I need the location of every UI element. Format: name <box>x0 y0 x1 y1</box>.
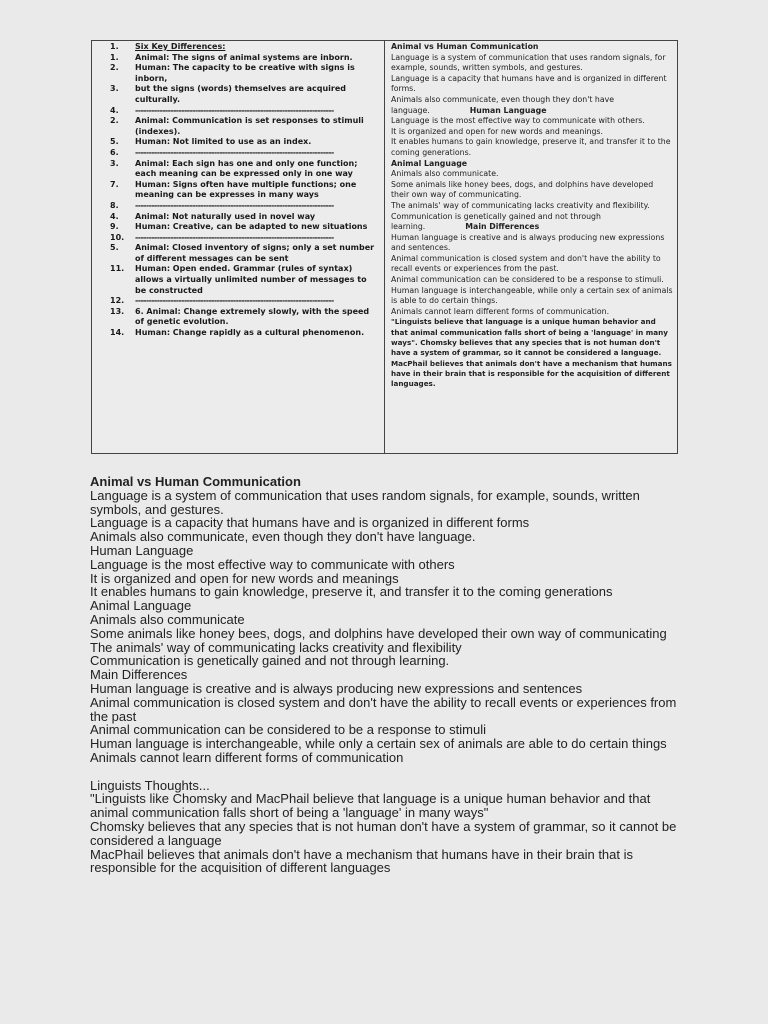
list-item: 14. Human: Change rapidly as a cultural phenomenon. <box>110 328 365 338</box>
section-heading-human: Human Language <box>469 105 547 115</box>
body-paragraph: Animal communication can be considered to be a response to stimuli <box>90 722 486 738</box>
summary-column <box>385 41 677 453</box>
section-heading-differences: Main Differences <box>465 222 540 232</box>
divider-row: 4. ------------------------------------------------------------------------- <box>110 105 334 115</box>
body-paragraph: Animals also communicate, even though they don't have language. <box>90 529 476 545</box>
body-text <box>90 475 690 875</box>
summary-line: Human language is creative and is always producing new expressions and sentences. <box>391 232 665 253</box>
thoughts-paragraph: Chomsky believes that any species that is not human don't have a system of grammar, so it cannot be considered a language <box>90 818 677 848</box>
thoughts-paragraph: "Linguists like Chomsky and MacPhail believe that language is a unique human behavior and that animal communication falls short of being a 'language' in many ways" <box>90 791 651 821</box>
differences-column <box>92 41 385 453</box>
summary-line: Animals also communicate, even though they don't have language. Human Language <box>391 94 615 115</box>
summary-line: Animal communication can be considered to be a response to stimuli. <box>391 275 664 285</box>
list-item: 5. Human: Not limited to use as an index. <box>110 137 312 147</box>
summary-line: Animal communication is closed system and don't have the ability to recall events or experiences from the past. <box>391 253 661 274</box>
body-paragraph: Main Differences <box>90 667 188 683</box>
divider-row: 6. ------------------------------------------------------------------------- <box>110 147 334 157</box>
linguists-quote: "Linguists believe that language is a unique human behavior and that animal communication falls short of being a 'language' in many ways". Chomsky believes that any species that is not human don't have a system of grammar, so it cannot be considered a language. MacPhail believes that animals don't have a mechanism that humans have in their brain that is responsible for the acquisition of different languages. <box>391 317 672 389</box>
divider-row: 10. ------------------------------------------------------------------------- <box>110 232 334 242</box>
body-paragraph: Animal communication is closed system and don't have the ability to recall events or experiences from the past <box>90 694 677 724</box>
summary-line: It is organized and open for new words and meanings. <box>391 126 603 136</box>
summary-line: It enables humans to gain knowledge, preserve it, and transfer it to the coming generations. <box>391 137 671 157</box>
divider-row: 8. ------------------------------------------------------------------------- <box>110 200 334 210</box>
list-item: 11. Human: Open ended. Grammar (rules of syntax) allows a virtually unlimited number of messages to be constructed <box>110 264 367 295</box>
body-paragraph: Communication is genetically gained and not through learning. <box>90 653 450 669</box>
summary-line: Language is a capacity that humans have and is organized in different forms. <box>391 73 667 94</box>
summary-line: Some animals like honey bees, dogs, and dolphins have developed their own way of communicating. <box>391 179 654 200</box>
list-item: 9. Human: Creative, can be adapted to new situations <box>110 222 368 232</box>
list-item: 13. 6. Animal: Change extremely slowly, with the speed of genetic evolution. <box>110 306 370 327</box>
body-paragraph: Some animals like honey bees, dogs, and dolphins have developed their own way of communicating <box>90 625 667 641</box>
body-paragraph: It is organized and open for new words and meanings <box>90 570 399 586</box>
list-item: 1. Six Key Differences: <box>110 42 226 51</box>
list-item: 7. Human: Signs often have multiple functions; one meaning can be expresses in many ways <box>110 179 357 200</box>
thoughts-title: Linguists Thoughts... <box>90 777 210 793</box>
body-paragraph: It enables humans to gain knowledge, preserve it, and transfer it to the coming generations <box>90 584 613 600</box>
body-paragraph: The animals' way of communicating lacks creativity and flexibility <box>90 639 462 655</box>
summary-line: Communication is genetically gained and not through learning. Main Differences <box>391 211 601 232</box>
list-item: 3. but the signs (words) themselves are acquired culturally. <box>110 84 347 104</box>
body-paragraph: Human Language <box>90 542 194 558</box>
summary-line: Language is the most effective way to communicate with others. <box>391 116 645 126</box>
list-item: 5. Animal: Closed inventory of signs; only a set number of different messages can be sent <box>110 243 375 263</box>
summary-title: Animal vs Human Communication <box>391 42 539 51</box>
divider-row: 12. ------------------------------------------------------------------------- <box>110 296 334 306</box>
thoughts-paragraph: MacPhail believes that animals don't have a mechanism that humans have in their brain that is responsible for the acquisition of different languages <box>90 846 633 876</box>
section-heading-animal: Animal Language <box>391 158 468 168</box>
list-item: 2. Animal: Communication is set responses to stimuli (indexes). <box>110 116 364 136</box>
comparison-table <box>91 40 678 454</box>
summary-line: The animals' way of communicating lacks creativity and flexibility. <box>391 200 650 210</box>
paragraph-spacer <box>90 765 690 779</box>
list-item: 2. Human: The capacity to be creative with signs is inborn, <box>110 63 355 83</box>
body-title: Animal vs Human Communication <box>90 474 301 489</box>
summary-line: Animals cannot learn different forms of communication. <box>391 306 610 316</box>
summary-line: Human language is interchangeable, while only a certain sex of animals is able to do certain things. <box>391 285 673 306</box>
list-item: 3. Animal: Each sign has one and only one function; each meaning can be expressed only in one way <box>110 158 358 179</box>
body-paragraph: Animals cannot learn different forms of communication <box>90 749 404 765</box>
body-paragraph: Human language is creative and is always producing new expressions and sentences <box>90 680 583 696</box>
body-paragraph: Human language is interchangeable, while only a certain sex of animals are able to do certain things <box>90 736 667 752</box>
summary-line: Language is a system of communication that uses random signals, for example, sounds, written symbols, and gestures. <box>391 52 666 73</box>
body-paragraph: Language is a system of communication that uses random signals, for example, sounds, written symbols, and gestures. <box>90 487 640 517</box>
body-paragraph: Language is the most effective way to communicate with others <box>90 556 455 572</box>
body-paragraph: Animal Language <box>90 598 192 614</box>
body-paragraph: Animals also communicate <box>90 611 245 627</box>
list-item: 4. Animal: Not naturally used in novel way <box>110 211 316 221</box>
body-paragraph: Language is a capacity that humans have and is organized in different forms <box>90 515 530 531</box>
list-item: 1. Animal: The signs of animal systems are inborn. <box>110 52 353 62</box>
summary-line: Animals also communicate. <box>391 169 499 179</box>
